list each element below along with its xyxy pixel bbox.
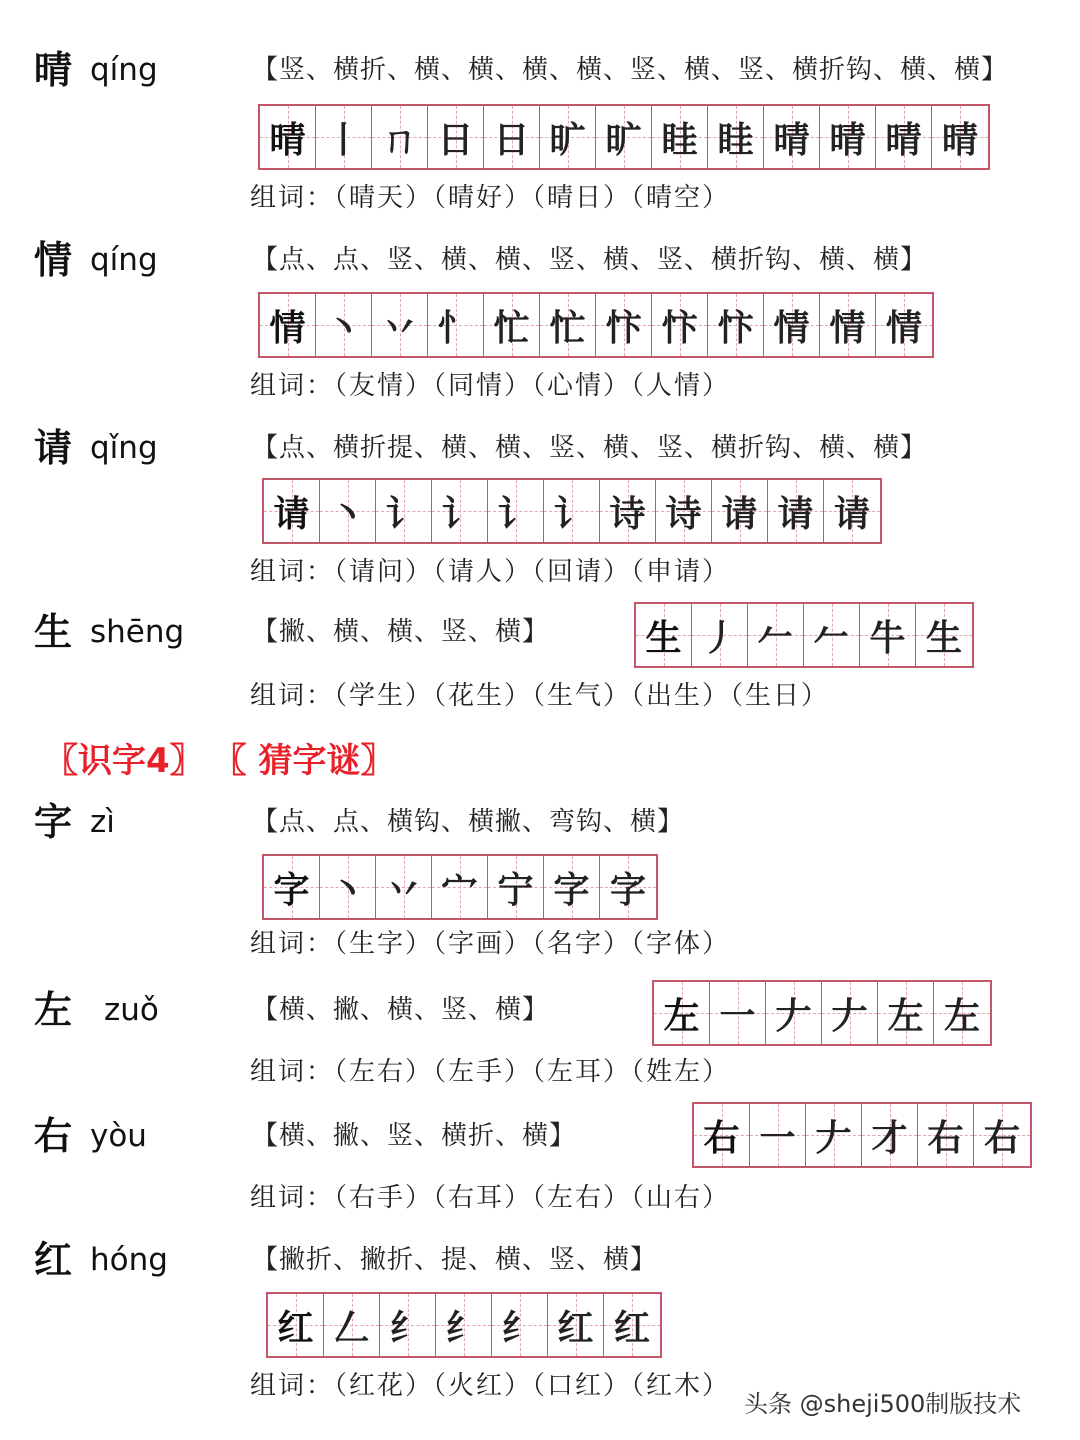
word-list: 组词：（生字）（字画）（名字）（字体）: [250, 929, 731, 959]
stroke-step-glyph: 忙: [549, 306, 586, 349]
grid-cell-stroke-step: [652, 294, 708, 356]
entry-char: 情: [34, 237, 73, 282]
grid-cell-stroke-step: [974, 1104, 1030, 1166]
stroke-step-glyph: 情: [885, 306, 922, 349]
grid-cell-stroke-step: [432, 480, 488, 542]
grid-cell-stroke-step: [316, 294, 372, 356]
word-list: 组词：（学生）（花生）（生气）（出生）（生日）: [250, 681, 830, 711]
grid-cell-stroke-step: [878, 982, 934, 1044]
grid-cell-stroke-step: [488, 856, 544, 918]
grid-cell-stroke-step: [544, 480, 600, 542]
stroke-grid: [258, 104, 990, 170]
stroke-step-glyph: 日: [493, 118, 530, 161]
stroke-step-glyph: 忙: [493, 306, 530, 349]
stroke-step-glyph: 右: [983, 1116, 1020, 1159]
stroke-step-glyph: 𠂇: [815, 1116, 852, 1159]
grid-cell-full-char: [264, 856, 320, 918]
stroke-step-glyph: 讠: [385, 492, 422, 535]
stroke-step-glyph: 左: [887, 994, 924, 1037]
grid-cell-stroke-step: [600, 480, 656, 542]
grid-cell-stroke-step: [692, 604, 748, 666]
stroke-step-glyph: 𠂉: [757, 616, 794, 659]
stroke-step-glyph: 丶: [325, 306, 362, 349]
stroke-step-glyph: 生: [645, 616, 682, 659]
grid-cell-stroke-step: [860, 604, 916, 666]
grid-cell-stroke-step: [876, 106, 932, 168]
stroke-step-glyph: 牛: [869, 616, 906, 659]
grid-cell-stroke-step: [484, 294, 540, 356]
stroke-order: 【点、点、横钩、横撇、弯钩、横】: [252, 807, 685, 837]
grid-cell-full-char: [636, 604, 692, 666]
entry-pinyin: hóng: [90, 1242, 168, 1278]
stroke-step-glyph: 丶: [329, 868, 366, 911]
grid-cell-stroke-step: [596, 294, 652, 356]
grid-cell-stroke-step: [436, 1294, 492, 1356]
grid-cell-stroke-step: [806, 1104, 862, 1166]
lesson-subtitle: 〖 猜字谜〗: [229, 741, 395, 781]
grid-cell-stroke-step: [710, 982, 766, 1044]
grid-cell-stroke-step: [432, 856, 488, 918]
entry-char: 请: [34, 425, 73, 470]
stroke-step-glyph: 忭: [717, 306, 754, 349]
grid-cell-stroke-step: [544, 856, 600, 918]
stroke-step-glyph: 宀: [441, 868, 478, 911]
word-list: 组词：（请问）（请人）（回请）（申请）: [250, 557, 731, 587]
word-list: 组词：（左右）（左手）（左耳）（姓左）: [250, 1057, 731, 1087]
entry-char: 红: [34, 1237, 73, 1282]
section-heading: [44, 736, 395, 786]
grid-cell-stroke-step: [428, 294, 484, 356]
stroke-step-glyph: 字: [609, 868, 646, 911]
grid-cell-stroke-step: [540, 106, 596, 168]
stroke-step-glyph: 请: [777, 492, 814, 535]
stroke-step-glyph: 情: [829, 306, 866, 349]
grid-cell-stroke-step: [656, 480, 712, 542]
grid-cell-stroke-step: [768, 480, 824, 542]
stroke-step-glyph: 才: [871, 1116, 908, 1159]
grid-cell-full-char: [260, 294, 316, 356]
grid-cell-full-char: [654, 982, 710, 1044]
grid-cell-stroke-step: [596, 106, 652, 168]
stroke-step-glyph: 右: [927, 1116, 964, 1159]
stroke-step-glyph: 纟: [389, 1306, 426, 1349]
stroke-step-glyph: 𠂉: [813, 616, 850, 659]
entry-char: 左: [34, 987, 73, 1032]
grid-cell-stroke-step: [708, 106, 764, 168]
grid-cell-stroke-step: [804, 604, 860, 666]
grid-cell-stroke-step: [372, 294, 428, 356]
grid-cell-stroke-step: [822, 982, 878, 1044]
grid-cell-full-char: [264, 480, 320, 542]
grid-cell-stroke-step: [824, 480, 880, 542]
entry-char: 右: [34, 1113, 73, 1158]
stroke-step-glyph: 旷: [605, 118, 642, 161]
stroke-order: 【横、撇、竖、横折、横】: [252, 1121, 577, 1151]
entry-pinyin: shēng: [90, 614, 185, 650]
grid-cell-stroke-step: [488, 480, 544, 542]
entry-pinyin: zì: [90, 804, 115, 840]
stroke-step-glyph: 眭: [717, 118, 754, 161]
grid-cell-full-char: [260, 106, 316, 168]
grid-cell-stroke-step: [600, 856, 656, 918]
stroke-step-glyph: 诗: [665, 492, 702, 535]
grid-cell-stroke-step: [320, 856, 376, 918]
stroke-step-glyph: 讠: [553, 492, 590, 535]
grid-cell-stroke-step: [712, 480, 768, 542]
stroke-order: 【点、点、竖、横、横、竖、横、竖、横折钩、横、横】: [252, 245, 928, 275]
word-list: 组词：（友情）（同情）（心情）（人情）: [250, 371, 731, 401]
grid-cell-stroke-step: [932, 106, 988, 168]
grid-cell-stroke-step: [876, 294, 932, 356]
grid-cell-full-char: [694, 1104, 750, 1166]
grid-cell-full-char: [268, 1294, 324, 1356]
stroke-step-glyph: 情: [773, 306, 810, 349]
stroke-step-glyph: 一: [719, 994, 756, 1037]
grid-cell-stroke-step: [484, 106, 540, 168]
stroke-step-glyph: 丷: [385, 868, 422, 911]
stroke-step-glyph: 忭: [605, 306, 642, 349]
entry-pinyin: zuǒ: [104, 992, 159, 1028]
stroke-order: 【撇、横、横、竖、横】: [252, 617, 550, 647]
stroke-grid: [262, 478, 882, 544]
stroke-step-glyph: 左: [943, 994, 980, 1037]
stroke-step-glyph: 𠂇: [775, 994, 812, 1037]
entry-pinyin: qíng: [90, 242, 158, 278]
stroke-step-glyph: 情: [269, 306, 306, 349]
stroke-order: 【撇折、撇折、提、横、竖、横】: [252, 1245, 658, 1275]
stroke-step-glyph: 红: [613, 1306, 650, 1349]
stroke-step-glyph: 红: [557, 1306, 594, 1349]
stroke-grid: [652, 980, 992, 1046]
stroke-step-glyph: 宁: [497, 868, 534, 911]
grid-cell-stroke-step: [380, 1294, 436, 1356]
stroke-step-glyph: 讠: [497, 492, 534, 535]
stroke-step-glyph: 讠: [441, 492, 478, 535]
stroke-step-glyph: 请: [273, 492, 310, 535]
grid-cell-stroke-step: [918, 1104, 974, 1166]
grid-cell-stroke-step: [548, 1294, 604, 1356]
stroke-step-glyph: ㄇ: [381, 118, 418, 161]
grid-cell-stroke-step: [316, 106, 372, 168]
grid-cell-stroke-step: [764, 294, 820, 356]
grid-cell-stroke-step: [428, 106, 484, 168]
stroke-step-glyph: 旷: [549, 118, 586, 161]
stroke-order: 【点、横折提、横、横、竖、横、竖、横折钩、横、横】: [252, 433, 928, 463]
stroke-step-glyph: 丷: [381, 306, 418, 349]
stroke-step-glyph: 诗: [609, 492, 646, 535]
grid-cell-stroke-step: [376, 480, 432, 542]
stroke-step-glyph: 𠃋: [333, 1306, 370, 1349]
stroke-step-glyph: 纟: [445, 1306, 482, 1349]
stroke-order: 【竖、横折、横、横、横、横、竖、横、竖、横折钩、横、横】: [252, 55, 1009, 85]
stroke-step-glyph: 晴: [829, 118, 866, 161]
grid-cell-stroke-step: [750, 1104, 806, 1166]
stroke-step-glyph: 生: [925, 616, 962, 659]
entry-pinyin: yòu: [90, 1118, 147, 1154]
stroke-grid: [262, 854, 658, 920]
grid-cell-stroke-step: [766, 982, 822, 1044]
grid-cell-stroke-step: [324, 1294, 380, 1356]
entry-char: 晴: [34, 47, 73, 92]
stroke-step-glyph: 请: [721, 492, 758, 535]
grid-cell-stroke-step: [372, 106, 428, 168]
stroke-step-glyph: 丿: [701, 616, 738, 659]
word-list: 组词：（右手）（右耳）（左右）（山右）: [250, 1183, 731, 1213]
entry-char: 生: [34, 609, 73, 654]
entry-char: 字: [34, 799, 73, 844]
stroke-step-glyph: 左: [663, 994, 700, 1037]
watermark: 头条 @sheji500制版技术: [744, 1390, 1022, 1418]
grid-cell-stroke-step: [320, 480, 376, 542]
entry-pinyin: qǐng: [90, 430, 158, 466]
stroke-step-glyph: 晴: [269, 118, 306, 161]
stroke-order: 【横、撇、横、竖、横】: [252, 995, 550, 1025]
stroke-step-glyph: 𠂇: [831, 994, 868, 1037]
stroke-step-glyph: 眭: [661, 118, 698, 161]
lesson-title: 〖识字4〗: [44, 741, 204, 781]
stroke-step-glyph: 晴: [941, 118, 978, 161]
stroke-step-glyph: 红: [277, 1306, 314, 1349]
stroke-step-glyph: 忭: [661, 306, 698, 349]
stroke-step-glyph: 丨: [325, 118, 362, 161]
stroke-grid: [634, 602, 974, 668]
grid-cell-stroke-step: [820, 294, 876, 356]
stroke-step-glyph: 请: [833, 492, 870, 535]
stroke-step-glyph: 晴: [885, 118, 922, 161]
stroke-grid: [692, 1102, 1032, 1168]
stroke-step-glyph: 丶: [329, 492, 366, 535]
stroke-step-glyph: 一: [759, 1116, 796, 1159]
stroke-grid: [258, 292, 934, 358]
stroke-step-glyph: 忄: [437, 306, 474, 349]
word-list: 组词：（红花）（火红）（口红）（红木）: [250, 1371, 731, 1401]
stroke-grid: [266, 1292, 662, 1358]
stroke-step-glyph: 晴: [773, 118, 810, 161]
grid-cell-stroke-step: [934, 982, 990, 1044]
stroke-step-glyph: 字: [553, 868, 590, 911]
grid-cell-stroke-step: [604, 1294, 660, 1356]
grid-cell-stroke-step: [376, 856, 432, 918]
entry-pinyin: qíng: [90, 52, 158, 88]
grid-cell-stroke-step: [748, 604, 804, 666]
stroke-step-glyph: 纟: [501, 1306, 538, 1349]
grid-cell-stroke-step: [492, 1294, 548, 1356]
stroke-step-glyph: 日: [437, 118, 474, 161]
word-list: 组词：（晴天）（晴好）（晴日）（晴空）: [250, 183, 731, 213]
grid-cell-stroke-step: [764, 106, 820, 168]
grid-cell-stroke-step: [862, 1104, 918, 1166]
grid-cell-stroke-step: [708, 294, 764, 356]
grid-cell-stroke-step: [652, 106, 708, 168]
grid-cell-stroke-step: [916, 604, 972, 666]
grid-cell-stroke-step: [540, 294, 596, 356]
grid-cell-stroke-step: [820, 106, 876, 168]
stroke-step-glyph: 右: [703, 1116, 740, 1159]
stroke-step-glyph: 字: [273, 868, 310, 911]
